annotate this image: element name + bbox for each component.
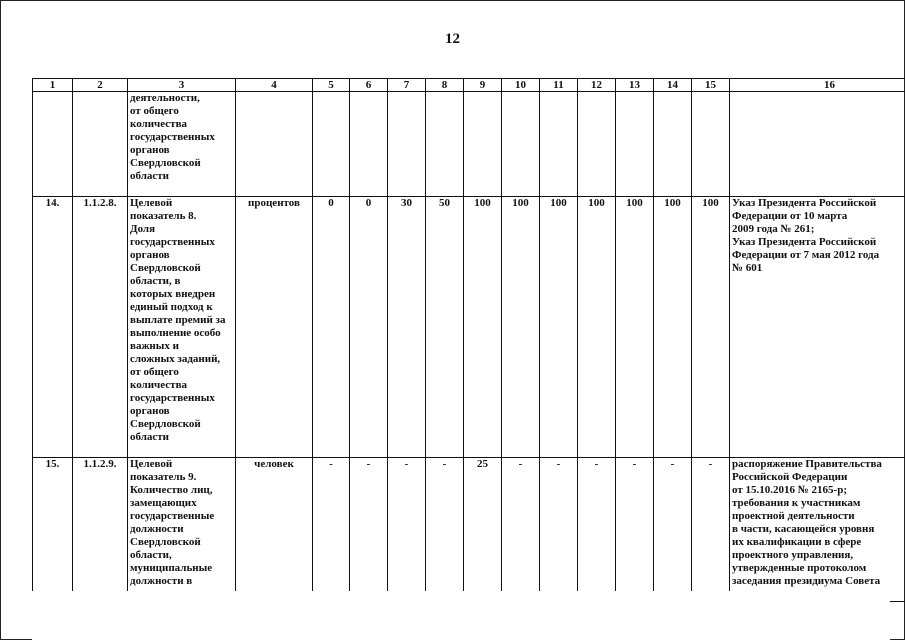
value-cell: 100 xyxy=(540,197,578,458)
cell-text-line: распоряжение Правительства xyxy=(732,458,882,470)
cell-text-line: области xyxy=(130,170,170,182)
value-cell xyxy=(616,92,654,197)
source-cell xyxy=(730,458,905,602)
cell-text-line: показатель 9. xyxy=(130,471,197,483)
value-cell xyxy=(578,92,616,197)
cell-text-line: Федерации от 7 мая 2012 года xyxy=(732,249,880,261)
value-cell: 100 xyxy=(578,197,616,458)
cell-text-line: единый подход к xyxy=(130,301,213,313)
value-cell: 100 xyxy=(502,197,540,458)
cell-text-line: Свердловской xyxy=(130,157,201,169)
cell-text-line: Федерации от 10 марта xyxy=(732,210,848,222)
cell-text-line: их квалификации в сфере xyxy=(732,536,862,548)
cell-text-line: государственных xyxy=(130,236,215,248)
header-cell: 16 xyxy=(730,79,905,92)
row-number-cell: 15. xyxy=(33,458,73,602)
value-cell: - xyxy=(692,458,730,602)
header-cell: 3 xyxy=(128,79,236,92)
cell-text-line: проектного управления, xyxy=(732,549,854,561)
header-cell: 13 xyxy=(616,79,654,92)
indicator-name-cell xyxy=(128,92,236,197)
value-cell: - xyxy=(654,458,692,602)
cell-text-line: Доля xyxy=(130,223,156,235)
cell-text-line: Российской Федерации xyxy=(732,471,848,483)
cell-text-line: государственные xyxy=(130,510,215,522)
cell-text-line: органов xyxy=(130,405,170,417)
table-row-continuation xyxy=(33,92,905,197)
header-cell: 15 xyxy=(692,79,730,92)
indicators-table xyxy=(32,78,905,602)
cell-text-line: деятельности, xyxy=(130,92,200,104)
cell-text-line: которых внедрен xyxy=(130,288,216,300)
cell-text-line: проектной деятельности xyxy=(732,510,855,522)
cell-text-line: Целевой xyxy=(130,458,173,470)
value-cell: - xyxy=(426,458,464,602)
cell-text-line: № 601 xyxy=(732,262,763,274)
cell-text-line: Свердловской xyxy=(130,418,201,430)
cell-text-line: Указ Президента Российской xyxy=(732,236,877,248)
value-cell xyxy=(464,92,502,197)
value-cell xyxy=(350,92,388,197)
cell-text-line: Целевой xyxy=(130,197,173,209)
value-cell: 100 xyxy=(654,197,692,458)
value-cell: 0 xyxy=(313,197,350,458)
row-number-cell xyxy=(33,92,73,197)
table-row-15 xyxy=(33,458,905,602)
indicator-name-cell xyxy=(128,197,236,458)
cell-text-line: области, xyxy=(130,549,172,561)
page-number: 12 xyxy=(445,31,460,47)
cell-text-line: органов xyxy=(130,144,170,156)
value-cell xyxy=(502,92,540,197)
page-bottom-margin xyxy=(32,591,890,640)
cell-text-line: заседания президиума Совета xyxy=(732,575,881,587)
value-cell: 25 xyxy=(464,458,502,602)
header-cell: 10 xyxy=(502,79,540,92)
row-code-cell xyxy=(73,92,128,197)
cell-text-line: государственных xyxy=(130,392,215,404)
source-cell xyxy=(730,197,905,458)
cell-text-line: Количество лиц, xyxy=(130,484,213,496)
cell-text-line: должности в xyxy=(130,575,193,587)
header-row xyxy=(33,79,905,92)
header-cell: 14 xyxy=(654,79,692,92)
cell-text-line: Свердловской xyxy=(130,262,201,274)
cell-text-line: Свердловской xyxy=(130,536,201,548)
header-cell: 6 xyxy=(350,79,388,92)
header-cell: 9 xyxy=(464,79,502,92)
unit-cell xyxy=(236,92,313,197)
cell-text-line: в части, касающейся уровня xyxy=(732,523,875,535)
value-cell: 50 xyxy=(426,197,464,458)
value-cell: - xyxy=(502,458,540,602)
header-cell: 5 xyxy=(313,79,350,92)
value-cell xyxy=(313,92,350,197)
value-cell: - xyxy=(388,458,426,602)
cell-text-line: Указ Президента Российской xyxy=(732,197,877,209)
value-cell: 100 xyxy=(616,197,654,458)
cell-text-line: от общего xyxy=(130,366,179,378)
table-row-14 xyxy=(33,197,905,458)
cell-text-line: выплате премий за xyxy=(130,314,226,326)
cell-text-line: выполнение особо xyxy=(130,327,221,339)
value-cell: - xyxy=(350,458,388,602)
header-cell: 2 xyxy=(73,79,128,92)
row-number-cell: 14. xyxy=(33,197,73,458)
cell-text-line: показатель 8. xyxy=(130,210,197,222)
cell-text-line: 2009 года № 261; xyxy=(732,223,815,235)
cell-text-line: утвержденные протоколом xyxy=(732,562,867,574)
value-cell: - xyxy=(616,458,654,602)
cell-text-line: количества xyxy=(130,379,188,391)
cell-text-line: муниципальные xyxy=(130,562,213,574)
value-cell: 0 xyxy=(350,197,388,458)
header-cell: 12 xyxy=(578,79,616,92)
value-cell: - xyxy=(578,458,616,602)
value-cell: 100 xyxy=(692,197,730,458)
value-cell xyxy=(654,92,692,197)
cell-text-line: количества xyxy=(130,118,188,130)
cell-text-line: области, в xyxy=(130,275,181,287)
value-cell xyxy=(388,92,426,197)
value-cell: - xyxy=(313,458,350,602)
value-cell xyxy=(692,92,730,197)
unit-cell: человек xyxy=(236,458,313,602)
cell-text-line: требования к участникам xyxy=(732,497,861,509)
value-cell xyxy=(426,92,464,197)
cell-text-line: сложных заданий, xyxy=(130,353,221,365)
cell-text-line: от 15.10.2016 № 2165-р; xyxy=(732,484,848,496)
unit-cell: процентов xyxy=(236,197,313,458)
source-cell xyxy=(730,92,905,197)
indicator-name-cell xyxy=(128,458,236,602)
cell-text-line: замещающих xyxy=(130,497,197,509)
row-code-cell: 1.1.2.8. xyxy=(73,197,128,458)
value-cell: 30 xyxy=(388,197,426,458)
value-cell: 100 xyxy=(464,197,502,458)
header-cell: 1 xyxy=(33,79,73,92)
cell-text-line: должности xyxy=(130,523,184,535)
cell-text-line: важных и xyxy=(130,340,179,352)
header-cell: 4 xyxy=(236,79,313,92)
header-cell: 11 xyxy=(540,79,578,92)
cell-text-line: области xyxy=(130,431,170,443)
row-code-cell: 1.1.2.9. xyxy=(73,458,128,602)
cell-text-line: от общего xyxy=(130,105,179,117)
cell-text-line: органов xyxy=(130,249,170,261)
cell-text-line: государственных xyxy=(130,131,215,143)
header-cell: 7 xyxy=(388,79,426,92)
value-cell xyxy=(540,92,578,197)
value-cell: - xyxy=(540,458,578,602)
header-cell: 8 xyxy=(426,79,464,92)
